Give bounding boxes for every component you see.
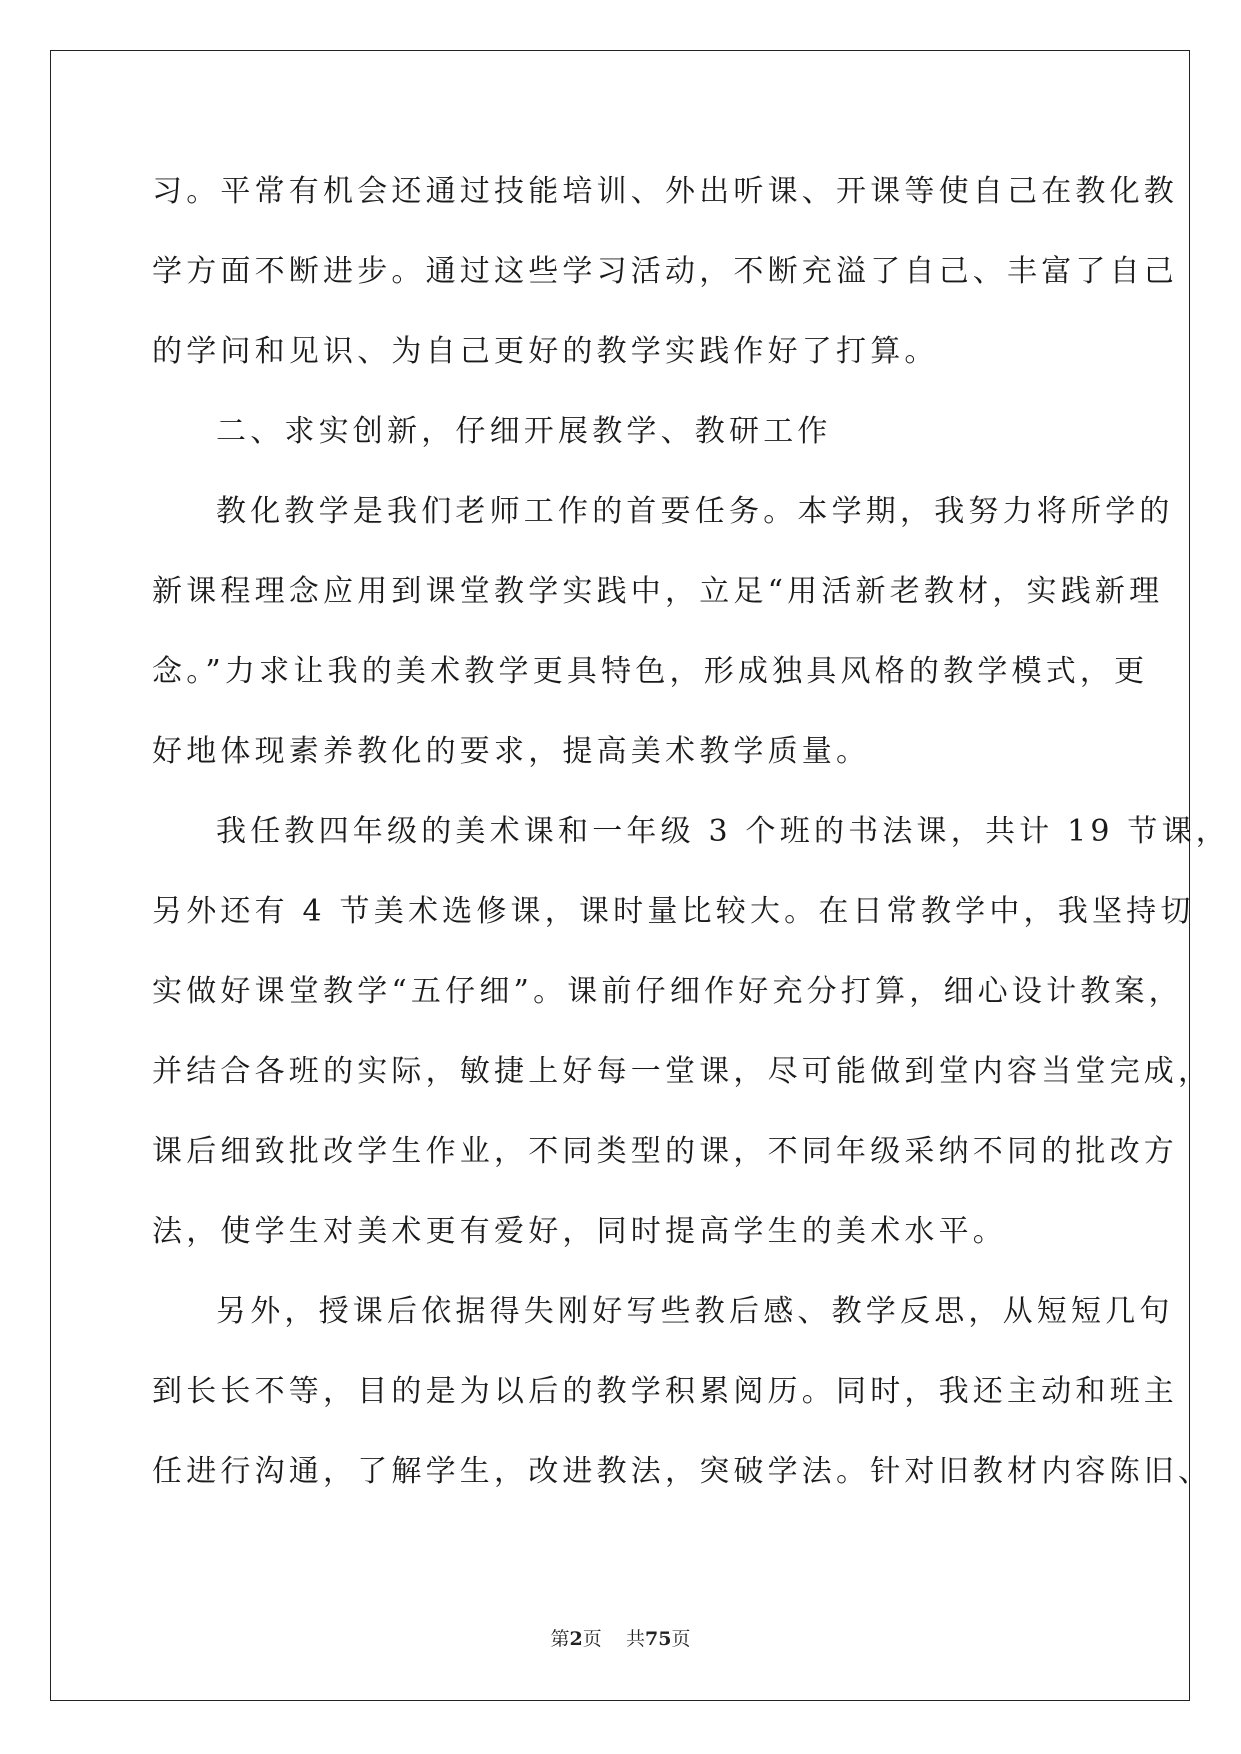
text-line: 的学问和见识、为自己更好的教学实践作好了打算。 <box>152 334 939 369</box>
text-line: 另外还有 4 节美术选修课，课时量比较大。在日常教学中，我坚持切 <box>152 894 1195 929</box>
text-line: 课后细致批改学生作业，不同类型的课，不同年级采纳不同的批改方 <box>152 1134 1178 1169</box>
text-line: 到长长不等，目的是为以后的教学积累阅历。同时，我还主动和班主 <box>152 1374 1178 1409</box>
text-line: 法，使学生对美术更有爱好，同时提高学生的美术水平。 <box>152 1214 1007 1249</box>
section-heading: 二、求实创新，仔细开展教学、教研工作 <box>216 414 832 449</box>
text-line: 任进行沟通，了解学生，改进教法，突破学法。针对旧教材内容陈旧、 <box>152 1454 1213 1489</box>
text-line: 新课程理念应用到课堂教学实践中，立足“用活新老教材，实践新理 <box>152 574 1164 609</box>
total-pages: 75 <box>644 1628 672 1650</box>
text-line: 好地体现素养教化的要求，提高美术教学质量。 <box>152 734 871 769</box>
text-line: 学方面不断进步。通过这些学习活动，不断充溢了自己、丰富了自己 <box>152 254 1178 289</box>
total-label-prefix: 共 <box>625 1628 645 1650</box>
text-line: 念。”力求让我的美术教学更具特色，形成独具风格的教学模式，更 <box>152 654 1149 689</box>
page-label-suffix: 页 <box>582 1628 602 1650</box>
text-line: 实做好课堂教学“五仔细”。课前仔细作好充分打算，细心设计教案， <box>152 974 1183 1009</box>
text-line: 并结合各班的实际，敏捷上好每一堂课，尽可能做到堂内容当堂完成， <box>152 1054 1213 1089</box>
page-number: 2 <box>569 1628 583 1650</box>
total-label-suffix: 页 <box>671 1628 691 1650</box>
text-line: 我任教四年级的美术课和一年级 3 个班的书法课，共计 19 节课， <box>216 814 1231 849</box>
page-footer <box>0 1624 1241 1651</box>
text-line: 习。平常有机会还通过技能培训、外出听课、开课等使自己在教化教 <box>152 174 1178 209</box>
text-line: 另外，授课后依据得失刚好写些教后感、教学反思，从短短几句 <box>216 1294 1174 1329</box>
page-label-prefix: 第 <box>550 1628 570 1650</box>
document-body <box>152 162 1231 1522</box>
text-line: 教化教学是我们老师工作的首要任务。本学期，我努力将所学的 <box>216 494 1174 529</box>
